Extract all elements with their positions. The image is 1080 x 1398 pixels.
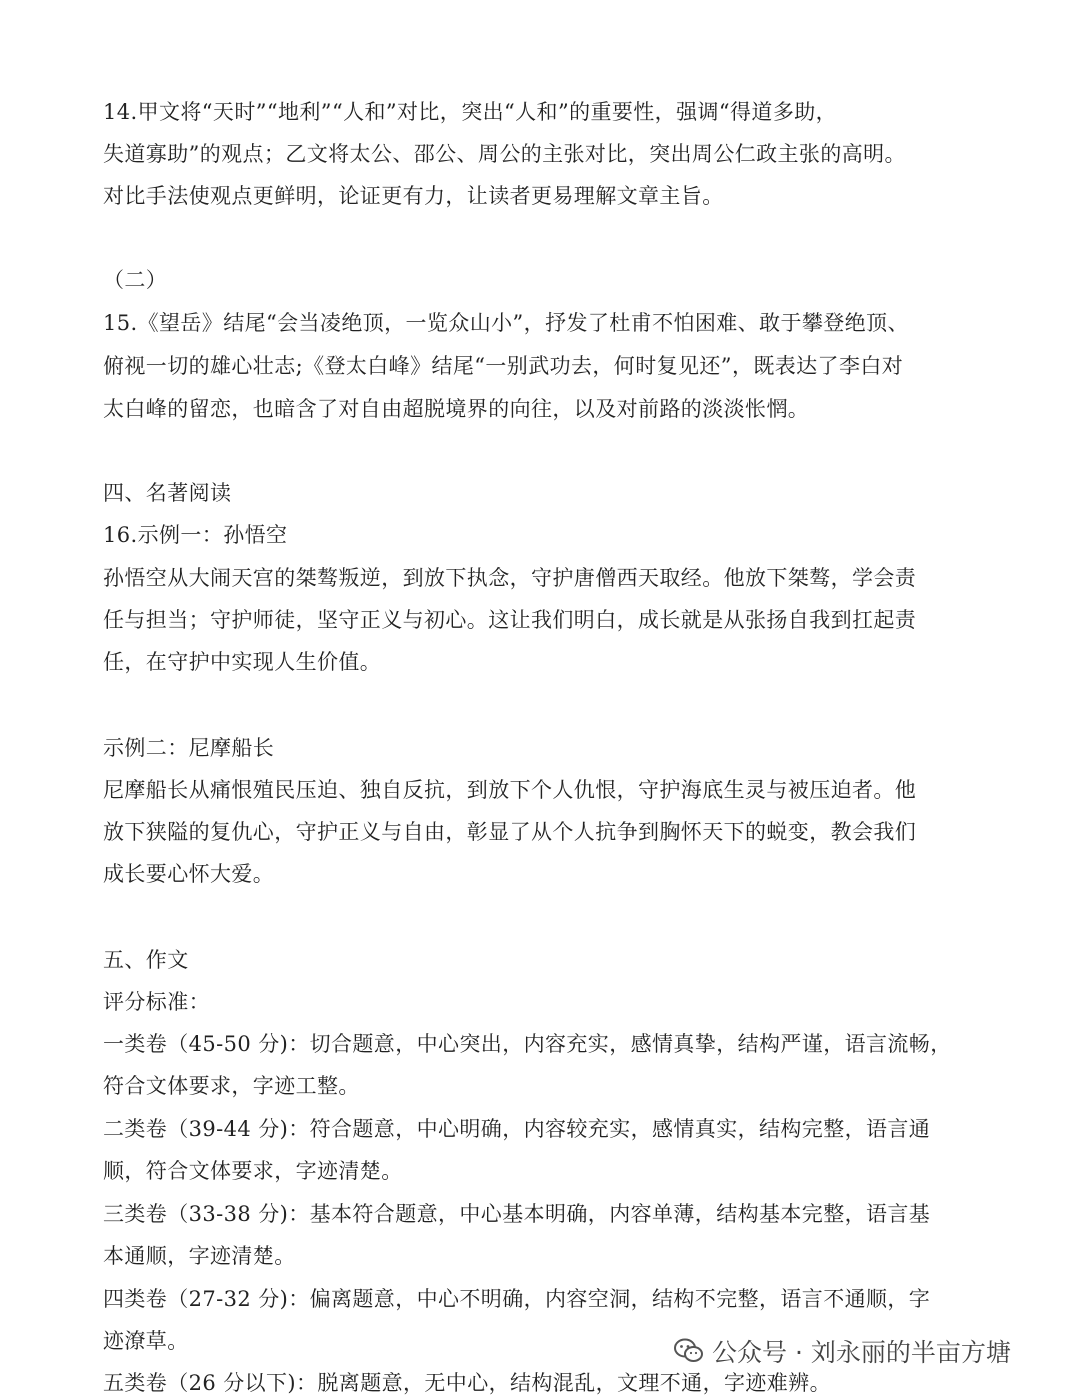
text-line: 五类卷（26 分以下)：脱离题意，无中心，结构混乱，文理不通，字迹难辨。 xyxy=(103,1371,831,1395)
section-heading: （二） xyxy=(103,268,168,292)
text-line: 示例二：尼摩船长 xyxy=(103,736,275,760)
text-line: 一类卷（45-50 分)：切合题意，中心突出，内容充实，感情真挚，结构严谨，语言流畅， xyxy=(103,1032,952,1056)
text-line: 15.《望岳》结尾“会当凌绝顶，一览众山小”，抒发了杜甫不怕困难、敢于攀登绝顶、 xyxy=(103,311,909,335)
text-line: 太白峰的留恋，也暗含了对自由超脱境界的向往，以及对前路的淡淡怅惘。 xyxy=(103,397,810,421)
text-line: 二类卷（39-44 分)：符合题意，中心明确，内容较充实，感情真实，结构完整，语言通 xyxy=(103,1117,931,1141)
text-line: 对比手法使观点更鲜明，论证更有力，让读者更易理解文章主旨。 xyxy=(103,184,724,208)
text-line: 本通顺，字迹清楚。 xyxy=(103,1244,296,1268)
text-line: 放下狭隘的复仇心，守护正义与自由，彰显了从个人抗争到胸怀天下的蜕变，教会我们 xyxy=(103,820,917,844)
text-line: 14.甲文将“天时”“地利”“人和”对比，突出“人和”的重要性，强调“得道多助， xyxy=(103,100,838,124)
text-line: 16.示例一：孙悟空 xyxy=(103,523,288,547)
wechat-icon xyxy=(674,1338,704,1364)
text-line: 三类卷（33-38 分)：基本符合题意，中心基本明确，内容单薄，结构基本完整，语言基 xyxy=(103,1202,931,1226)
text-line: 四类卷（27-32 分)：偏离题意，中心不明确，内容空洞，结构不完整，语言不通顺，字 xyxy=(103,1287,931,1311)
section-heading: 四、名著阅读 xyxy=(103,481,232,505)
text-line: 迹潦草。 xyxy=(103,1329,189,1353)
text-line: 成长要心怀大爱。 xyxy=(103,862,275,886)
section-heading: 五、作文 xyxy=(103,948,189,972)
text-line: 顺，符合文体要求，字迹清楚。 xyxy=(103,1159,403,1183)
text-line: 评分标准： xyxy=(103,990,210,1014)
text-line: 任，在守护中实现人生价值。 xyxy=(103,650,382,674)
text-line: 任与担当；守护师徒，坚守正义与初心。这让我们明白，成长就是从张扬自我到扛起责 xyxy=(103,608,917,632)
text-line: 俯视一切的雄心壮志;《登太白峰》结尾“一别武功去，何时复见还”，既表达了李白对 xyxy=(103,354,904,378)
text-line: 尼摩船长从痛恨殖民压迫、独自反抗，到放下个人仇恨，守护海底生灵与被压迫者。他 xyxy=(103,778,917,802)
text-line: 失道寡助”的观点；乙文将太公、邵公、周公的主张对比，突出周公仁政主张的高明。 xyxy=(103,142,906,166)
watermark-text: 公众号 · 刘永丽的半亩方塘 xyxy=(712,1338,1011,1367)
watermark xyxy=(668,1331,1017,1371)
text-line: 孙悟空从大闹天宫的桀骜叛逆，到放下执念，守护唐僧西天取经。他放下桀骜，学会责 xyxy=(103,566,917,590)
text-line: 符合文体要求，字迹工整。 xyxy=(103,1074,360,1098)
